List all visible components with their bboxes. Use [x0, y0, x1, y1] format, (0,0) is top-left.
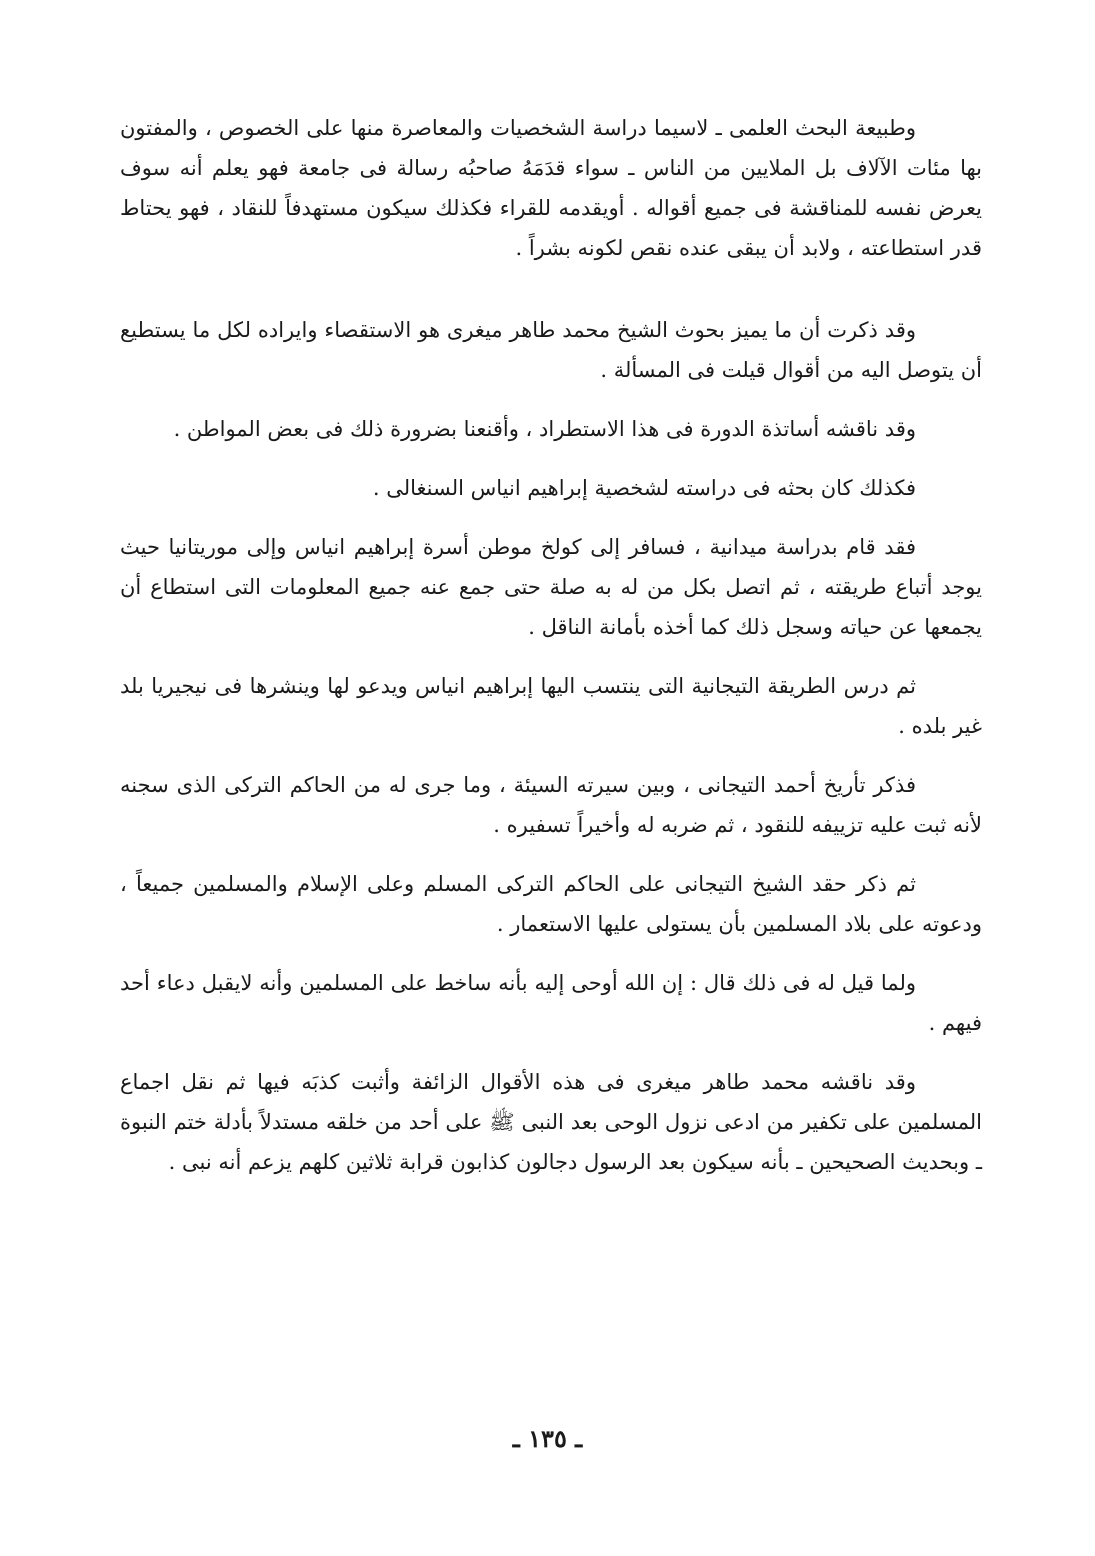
paragraph: فذكر تأريخ أحمد التيجانى ، وبين سيرته السيئة ، وما جرى له من الحاكم التركى الذى سجنه لأنه ثبت عليه تزييفه للنقود ، ثم ضربه له وأخيراً تسفيره .	[120, 773, 982, 837]
page-number: ـ ١٣٥ ـ	[512, 1424, 583, 1453]
paragraph: وقد ذكرت أن ما يميز بحوث الشيخ محمد طاهر ميغرى هو الاستقصاء وايراده لكل ما يستطيع أن يتوصل اليه من أقوال قيلت فى المسألة .	[120, 318, 982, 382]
paragraph: فكذلك كان بحثه فى دراسته لشخصية إبراهيم انياس السنغالى .	[372, 476, 916, 500]
paragraph: وطبيعة البحث العلمى ـ لاسيما دراسة الشخصيات والمعاصرة منها على الخصوص ، والمفتون بها مئات الآلاف بل الملايين من الناس ـ سواء قدَمَهُ صاحبُه رسالة فى جامعة فهو يعلم أنه سوف يعرض نفسه للمناقشة فى جميع أقواله . أويقدمه للقراء فكذلك سيكون مستهدفاً للنقاد ، فهو يحتاط قدر استطاعته ، ولابد أن يبقى عنده نقص لكونه بشراً .	[120, 116, 982, 260]
paragraph: فقد قام بدراسة ميدانية ، فسافر إلى كولخ موطن أسرة إبراهيم انياس وإلى موريتانيا حيث يوجد أتباع طريقته ، ثم اتصل بكل من له به صلة حتى جمع عنه جميع المعلومات التى استطاع أن يجمعها عن حياته وسجل ذلك كما أخذه بأمانة الناقل .	[120, 535, 982, 639]
paragraph: ثم ذكر حقد الشيخ التيجانى على الحاكم التركى المسلم وعلى الإسلام والمسلمين جميعاً ، ودعوته على بلاد المسلمين بأن يستولى عليها الاستعمار .	[120, 872, 982, 936]
paragraph: وقد ناقشه أساتذة الدورة فى هذا الاستطراد ، وأقنعنا بضرورة ذلك فى بعض المواطن .	[173, 417, 916, 441]
paragraph: ولما قيل له فى ذلك قال : إن الله أوحى إليه بأنه ساخط على المسلمين وأنه لايقبل دعاء أحد فيهم .	[120, 971, 982, 1035]
paragraph: وقد ناقشه محمد طاهر ميغرى فى هذه الأقوال الزائفة وأثبت كذبَه فيها ثم نقل اجماع المسلمين على تكفير من ادعى نزول الوحى بعد النبى ﷺ على أحد من خلقه مستدلاً بأدلة ختم النبوة ـ وبحديث الصحيحين ـ بأنه سيكون بعد الرسول دجالون كذابون قرابة ثلاثين كلهم يزعم أنه نبى .	[120, 1070, 982, 1174]
page-body	[120, 108, 982, 1201]
paragraph: ثم درس الطريقة التيجانية التى ينتسب اليها إبراهيم انياس ويدعو لها وينشرها فى نيجيريا بلد غير بلده .	[120, 674, 982, 738]
